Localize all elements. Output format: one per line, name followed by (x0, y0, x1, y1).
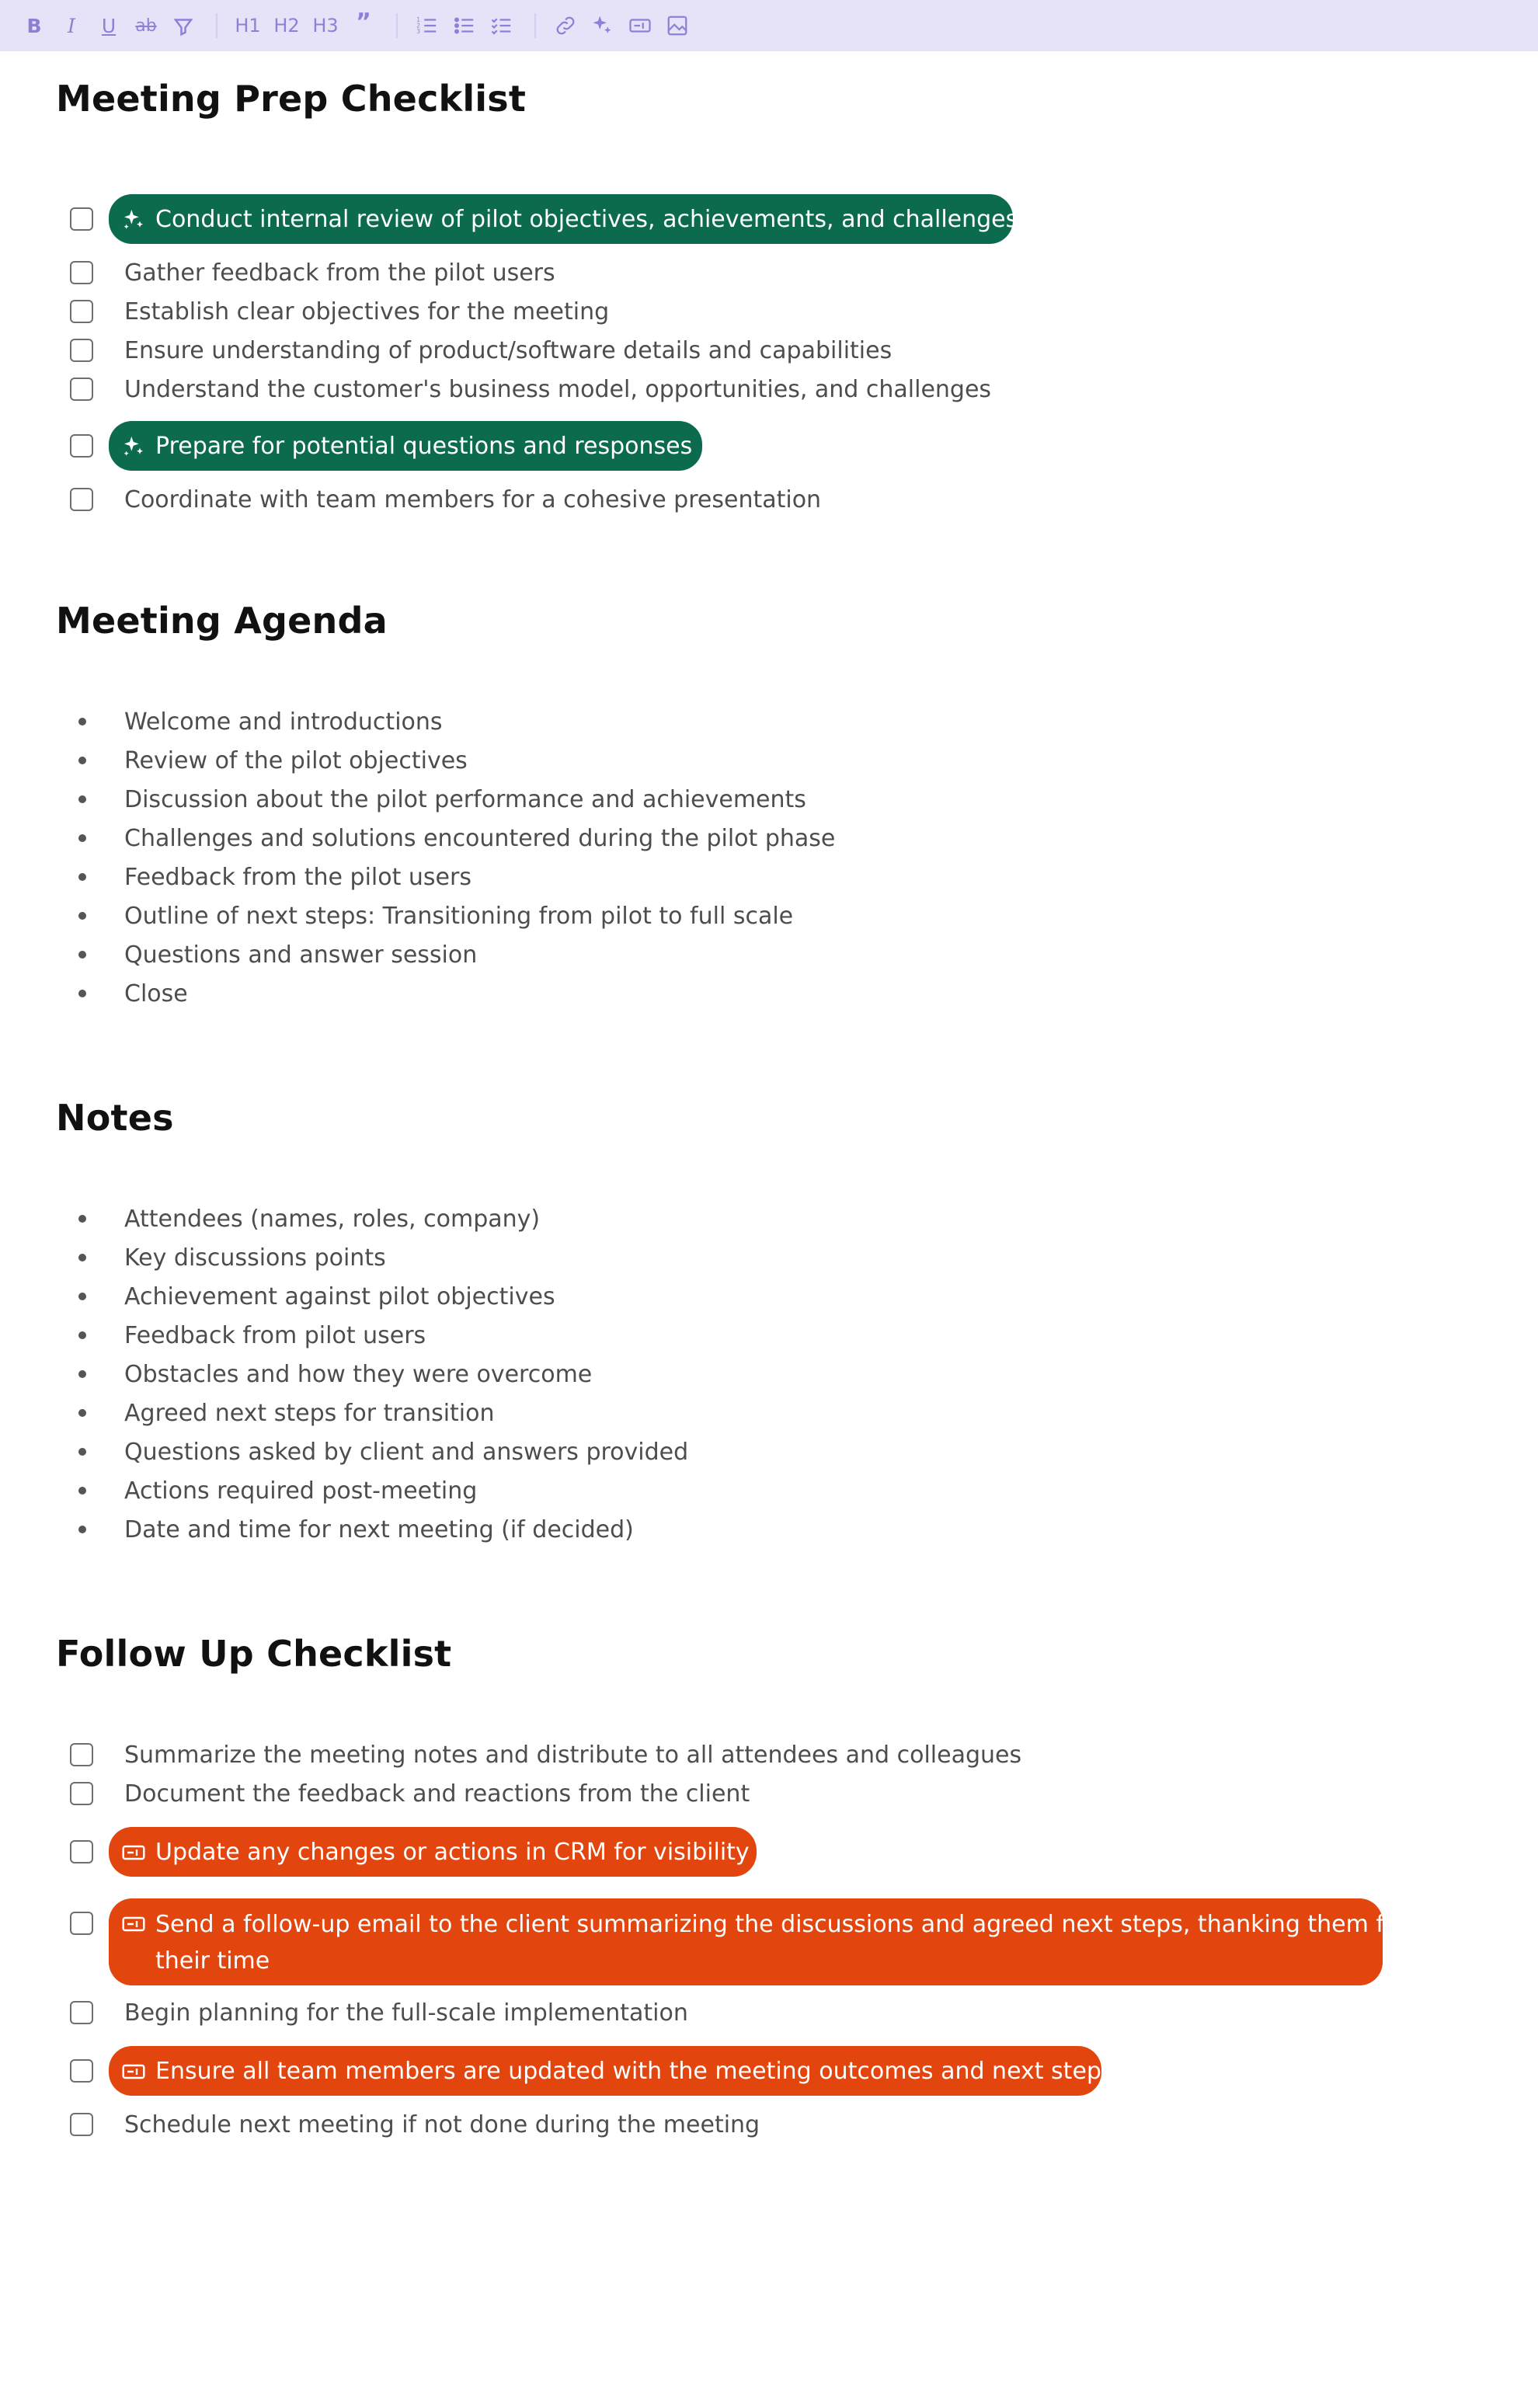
notes-item-text: Date and time for next meeting (if decided) (124, 1515, 634, 1543)
ai-suggestion-pill[interactable] (109, 421, 702, 471)
checkbox[interactable] (70, 1743, 93, 1766)
followup-item-text: Document the feedback and reactions from the client (124, 1780, 750, 1808)
quote-icon[interactable]: ” (356, 8, 371, 36)
bullet (78, 795, 86, 803)
checkbox[interactable] (70, 2001, 93, 2024)
checkbox[interactable] (70, 207, 93, 231)
link-icon[interactable] (548, 9, 583, 43)
bold-icon[interactable]: B (26, 14, 42, 37)
italic-icon[interactable]: I (68, 14, 75, 37)
svg-text:2: 2 (416, 22, 421, 30)
checkbox[interactable] (70, 300, 93, 323)
underline-icon[interactable]: U (101, 14, 117, 37)
bullet (78, 1409, 86, 1417)
followup-item-text: Begin planning for the full-scale implementation (124, 1999, 688, 2027)
notes-item-text: Feedback from pilot users (124, 1321, 426, 1349)
agenda-item-text: Questions and answer session (124, 941, 478, 969)
ai-sparkle-icon[interactable] (586, 9, 620, 43)
agenda-item-text: Discussion about the pilot performance and achievements (124, 785, 806, 813)
checkbox[interactable] (70, 434, 93, 458)
notes-item-text: Actions required post-meeting (124, 1477, 478, 1505)
bullet (78, 1448, 86, 1456)
bullet-list-icon[interactable] (447, 9, 482, 43)
checkbox[interactable] (70, 488, 93, 511)
notes-item-text: Key discussions points (124, 1244, 386, 1272)
agenda-item-text: Review of the pilot objectives (124, 746, 468, 774)
notes-item-text: Questions asked by client and answers provided (124, 1438, 689, 1466)
checkbox[interactable] (70, 261, 93, 284)
checkbox[interactable] (70, 2113, 93, 2136)
prep-item-text: Coordinate with team members for a cohesive presentation (124, 485, 822, 513)
task-pill[interactable] (109, 2046, 1114, 2096)
prep-item-text: Conduct internal review of pilot objectives, achievements, and challenges (155, 205, 1018, 233)
bullet (78, 1293, 86, 1300)
prep-item-text: Understand the customer's business model, opportunities, and challenges (124, 375, 992, 403)
task-card-icon[interactable] (623, 9, 657, 43)
checkbox[interactable] (70, 1912, 93, 1935)
followup-item-text-continued: their time (155, 1947, 270, 1975)
followup-section-title: Follow Up Checklist (56, 1633, 452, 1675)
notes-item-text: Agreed next steps for transition (124, 1399, 495, 1427)
task-card-icon (121, 1840, 146, 1865)
heading-1-button[interactable]: H1 (235, 15, 261, 37)
followup-item-text: Send a follow-up email to the client summarizing the discussions and agreed next steps, thanking them for (155, 1911, 1408, 1938)
agenda-item-text: Close (124, 980, 188, 1007)
image-icon[interactable] (660, 9, 694, 43)
bullet (78, 1487, 86, 1495)
notes-item-text: Achievement against pilot objectives (124, 1282, 555, 1310)
prep-item-text: Prepare for potential questions and responses (155, 432, 693, 460)
bullet (78, 1331, 86, 1339)
checkbox[interactable] (70, 2059, 93, 2083)
followup-item-text: Summarize the meeting notes and distribute to all attendees and colleagues (124, 1741, 1022, 1769)
prep-item-text: Establish clear objectives for the meeting (124, 298, 610, 325)
toolbar-divider (534, 13, 536, 38)
bullet (78, 912, 86, 920)
notes-item-text: Attendees (names, roles, company) (124, 1205, 541, 1233)
bullet (78, 834, 86, 842)
bullet (78, 1254, 86, 1261)
bullet (78, 951, 86, 959)
agenda-section-title: Meeting Agenda (56, 600, 388, 642)
ordered-list-icon[interactable] (410, 9, 444, 43)
checkbox[interactable] (70, 339, 93, 362)
ai-sparkle-icon (121, 207, 146, 231)
task-card-icon (121, 1912, 146, 1936)
bullet (78, 718, 86, 726)
checkbox[interactable] (70, 1782, 93, 1805)
toolbar-divider (216, 13, 217, 38)
prep-section-title: Meeting Prep Checklist (56, 78, 527, 120)
agenda-item-text: Outline of next steps: Transitioning from pilot to full scale (124, 902, 794, 930)
agenda-item-text: Feedback from the pilot users (124, 863, 471, 891)
prep-item-text: Gather feedback from the pilot users (124, 259, 555, 287)
highlight-icon[interactable] (166, 9, 200, 43)
prep-item-text: Ensure understanding of product/software details and capabilities (124, 336, 893, 364)
ai-suggestion-pill[interactable] (109, 194, 1018, 244)
heading-2-button[interactable]: H2 (273, 15, 300, 37)
bullet (78, 1215, 86, 1223)
strikethrough-icon[interactable]: ab (135, 16, 157, 36)
agenda-item-text: Challenges and solutions encountered during the pilot phase (124, 824, 836, 852)
task-pill[interactable] (109, 1827, 757, 1877)
svg-text:1: 1 (416, 16, 421, 23)
heading-3-button[interactable]: H3 (312, 15, 339, 37)
editor-toolbar (0, 0, 1538, 51)
checkbox[interactable] (70, 378, 93, 401)
bullet (78, 873, 86, 881)
agenda-item-text: Welcome and introductions (124, 708, 443, 736)
notes-section-title: Notes (56, 1097, 174, 1139)
task-pill[interactable] (109, 1898, 1408, 1985)
bullet (78, 1370, 86, 1378)
bullet (78, 1526, 86, 1533)
toolbar-divider (396, 13, 398, 38)
checkbox[interactable] (70, 1840, 93, 1863)
ai-sparkle-icon (121, 433, 146, 458)
followup-item-text: Update any changes or actions in CRM for visibility (155, 1838, 750, 1866)
bullet (78, 990, 86, 997)
notes-item-text: Obstacles and how they were overcome (124, 1360, 593, 1388)
followup-item-text: Schedule next meeting if not done during the meeting (124, 2110, 760, 2138)
bullet (78, 757, 86, 764)
svg-text:3: 3 (416, 28, 421, 35)
task-card-icon (121, 2059, 146, 2084)
followup-item-text: Ensure all team members are updated with the meeting outcomes and next steps (155, 2057, 1114, 2085)
checklist-icon[interactable] (485, 9, 519, 43)
